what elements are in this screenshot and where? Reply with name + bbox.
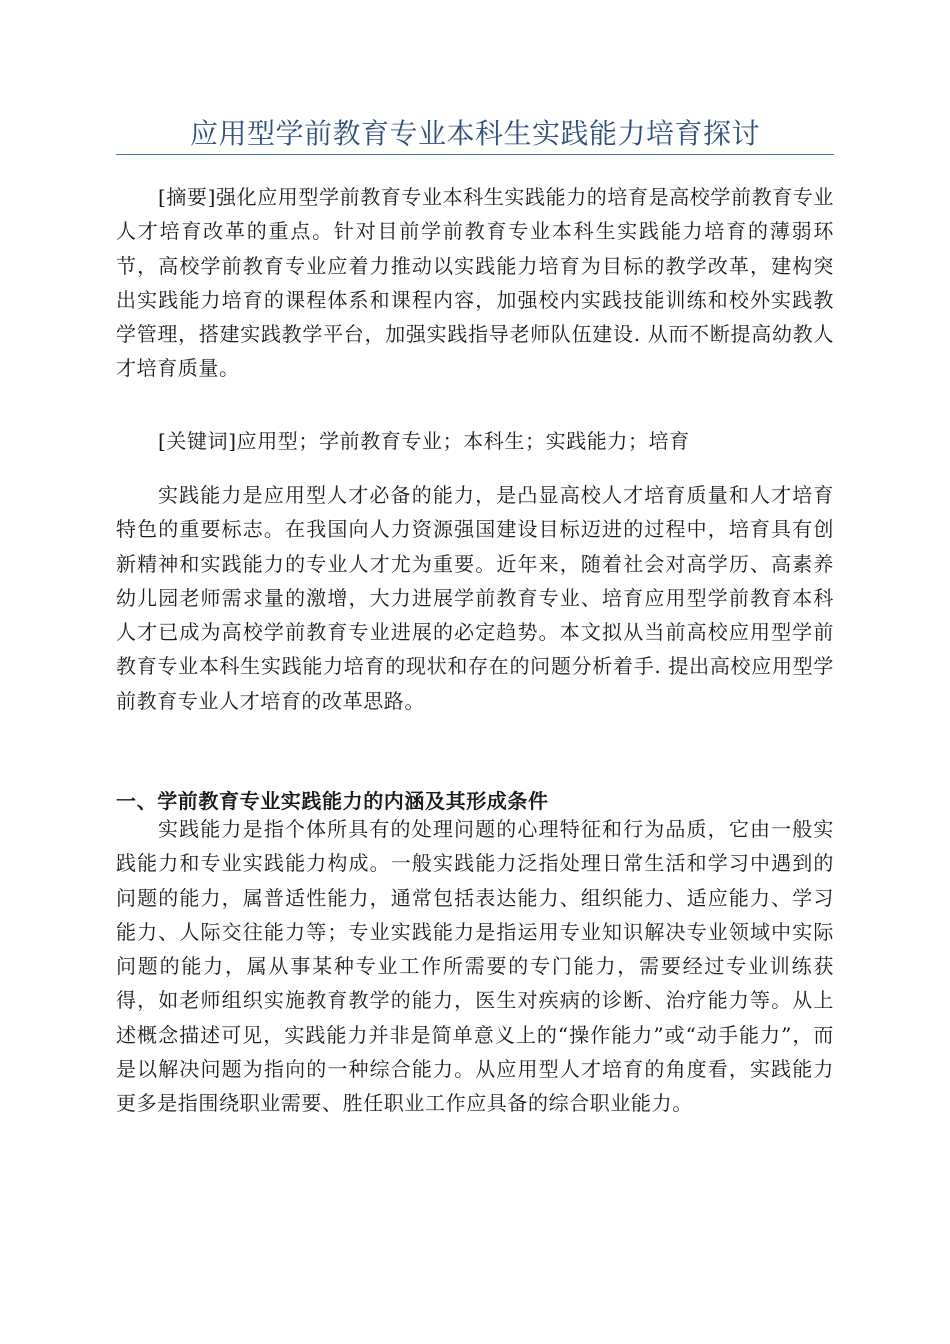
title-underline: [116, 154, 834, 155]
abstract-paragraph: [摘要]强化应用型学前教育专业本科生实践能力的培育是高校学前教育专业人才培育改革的重点。针对目前学前教育专业本科生实践能力培育的薄弱环节，高校学前教育专业应着力推动以实践能力培育为目标的教学改革，建构突出实践能力培育的课程体系和课程内容，加强校内实践技能训练和校外实践教学管理，搭建实践教学平台，加强实践指导老师队伍建设. 从而不断提高幼教人才培育质量。: [116, 185, 835, 381]
document-title: 应用型学前教育专业本科生实践能力培育探讨: [189, 117, 760, 150]
keywords-paragraph: [关键词]应用型；学前教育专业；本科生；实践能力；培育: [158, 429, 690, 453]
section-heading: 一、学前教育专业实践能力的内涵及其形成条件: [116, 789, 549, 813]
section-paragraph: 实践能力是指个体所具有的处理问题的心理特征和行为品质，它由一般实践能力和专业实践能力构成。一般实践能力泛指处理日常生活和学习中遇到的问题的能力，属普适性能力，通常包括表达能力、组织能力、适应能力、学习能力、人际交往能力等；专业实践能力是指运用专业知识解决专业领域中实际问题的能力，属从事某种专业工作所需要的专门能力，需要经过专业训练获得，如老师组织实施教育教学的能力，医生对疾病的诊断、治疗能力等。从上述概念描述可见，实践能力并非是简单意义上的“操作能力”或“动手能力”，而是以解决问题为指向的一种综合能力。从应用型人才培育的角度看，实践能力更多是指围绕职业需要、胜任职业工作应具备的综合职业能力。: [116, 817, 834, 1116]
intro-paragraph: 实践能力是应用型人才必备的能力，是凸显高校人才培育质量和人才培育特色的重要标志。在我国向人力资源强国建设目标迈进的过程中，培育具有创新精神和实践能力的专业人才尤为重要。近年来，随着社会对高学历、高素养幼儿园老师需求量的激增，大力进展学前教育专业、培育应用型学前教育本科人才已成为高校学前教育专业进展的必定趋势。本文拟从当前高校应用型学前教育专业本科生实践能力培育的现状和存在的问题分析着手. 提出高校应用型学前教育专业人才培育的改革思路。: [116, 483, 834, 713]
